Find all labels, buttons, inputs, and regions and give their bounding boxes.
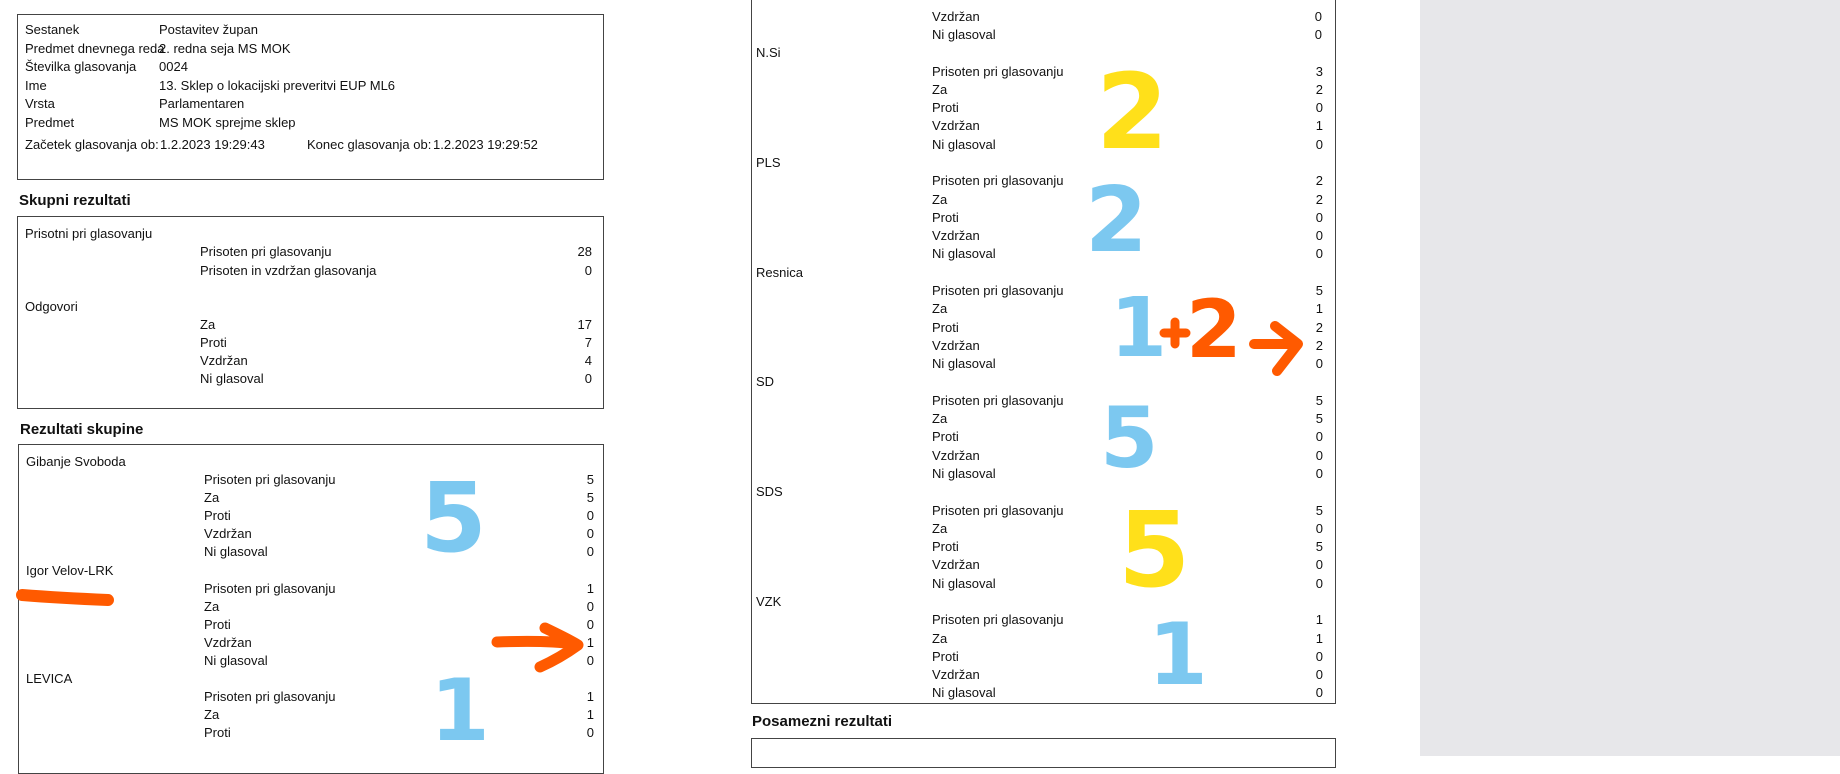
group-row-value: 2 — [1315, 191, 1323, 207]
group-name: LEVICA — [26, 671, 73, 686]
group-row-value: 0 — [1315, 685, 1323, 701]
answer-row-label: Za — [200, 317, 216, 332]
annotation-number-blue: 5 — [420, 462, 487, 574]
meeting-field-value: Postavitev župan — [159, 22, 259, 37]
group-row-value: 5 — [1315, 392, 1323, 408]
group-row-value: 0 — [1315, 228, 1323, 243]
group-row-value: 0 — [1315, 136, 1323, 152]
group-row-value: 0 — [1315, 575, 1323, 591]
group-row-label: Proti — [204, 725, 231, 741]
group-row-value: 0 — [586, 725, 594, 741]
group-row-value: 0 — [1315, 648, 1323, 664]
attendance-row-value: 28 — [577, 244, 592, 259]
orange-arrow-mark — [1254, 326, 1298, 371]
orange-plus-mark — [1164, 322, 1186, 344]
group-row-label: Prisoten pri glasovanju — [932, 502, 1064, 518]
group-row-value: 0 — [1315, 667, 1323, 682]
meeting-field-label: Sestanek — [25, 22, 80, 37]
attendance-row-label: Prisoten pri glasovanju — [200, 244, 332, 259]
meeting-field-value: MS MOK sprejme sklep — [159, 114, 296, 130]
group-row-value: 2 — [1315, 81, 1323, 97]
attendance-row-label: Prisoten in vzdržan glasovanja — [200, 263, 377, 278]
meeting-field-value: 0024 — [159, 59, 188, 74]
group-row-label: Prisoten pri glasovanju — [932, 283, 1064, 298]
group-row-label: Proti — [204, 616, 231, 632]
group-row-label: Proti — [932, 429, 959, 445]
group-row-label: Ni glasoval — [932, 465, 996, 481]
group-row-label: Ni glasoval — [204, 652, 268, 668]
group-row-value: 0 — [586, 526, 594, 542]
meeting-field-label: Ime — [25, 77, 47, 93]
group-row-label: Proti — [932, 209, 959, 225]
group-row-value: 1 — [1315, 118, 1323, 134]
group-row-label: Za — [932, 630, 948, 646]
answer-row-value: 0 — [584, 371, 592, 386]
group-row-label: Vzdržan — [932, 228, 980, 243]
group-row-label: Za — [932, 301, 948, 317]
group-row-value: 5 — [1315, 283, 1323, 298]
end-value: 1.2.2023 19:29:52 — [433, 137, 538, 152]
group-row-label: Prisoten pri glasovanju — [204, 472, 336, 487]
group-row-label: Ni glasoval — [932, 685, 996, 701]
annotation-number-yellow: 5 — [1118, 489, 1191, 611]
group-row-label: Za — [204, 598, 220, 614]
group-row-value: 0 — [1315, 447, 1323, 463]
group-row-label: Prisoten pri glasovanju — [932, 612, 1064, 628]
answers-label: Odgovori — [25, 299, 78, 314]
group-name: Gibanje Svoboda — [26, 454, 126, 469]
meeting-field-label: Številka glasovanja — [25, 59, 137, 74]
group-row-label: Vzdržan — [932, 447, 980, 463]
group-row-label: Proti — [932, 648, 959, 664]
annotation-number-blue: 5 — [1100, 389, 1159, 487]
group-row-value: 0 — [1315, 246, 1323, 262]
orange-arrow-mark — [497, 628, 578, 667]
group-row-value: 1 — [1315, 301, 1323, 317]
meeting-field-label: Predmet — [25, 114, 75, 130]
group-row-label: Prisoten pri glasovanju — [204, 689, 336, 704]
group-row-label: Vzdržan — [932, 557, 980, 573]
group-row-value: 0 — [586, 616, 594, 632]
answer-row-label: Proti — [200, 335, 227, 350]
group-row-label: Ni glasoval — [932, 27, 996, 42]
group-row-label: Ni glasoval — [932, 246, 996, 262]
group-row-value: 5 — [1315, 539, 1323, 554]
group-row-label: Za — [932, 520, 948, 536]
group-row-label: Vzdržan — [932, 667, 980, 682]
group-row-value: 0 — [1315, 209, 1323, 225]
group-name: VZK — [756, 593, 782, 609]
group-row-value: 1 — [586, 580, 594, 596]
group-row-label: Ni glasoval — [932, 356, 996, 371]
group-row-value: 0 — [1315, 429, 1323, 445]
group-name: N.Si — [756, 45, 781, 60]
group-name: PLS — [756, 154, 781, 170]
start-value: 1.2.2023 19:29:43 — [160, 137, 265, 152]
group-name: SDS — [756, 484, 783, 499]
annotation-number-yellow: 2 — [1096, 51, 1169, 173]
answer-row-value: 17 — [577, 317, 592, 332]
meeting-field-value: Parlamentaren — [159, 96, 245, 111]
group-row-label: Za — [932, 411, 948, 426]
group-row-label: Ni glasoval — [932, 136, 996, 152]
group-row-label: Proti — [932, 539, 959, 554]
answer-row-value: 4 — [584, 353, 592, 368]
group-row-label: Proti — [932, 100, 959, 115]
meeting-field-value: 2. redna seja MS MOK — [159, 40, 291, 56]
group-row-value: 0 — [586, 598, 594, 614]
annotation-number-blue: 1 — [1148, 605, 1208, 705]
group-name: Igor Velov-LRK — [26, 562, 114, 578]
group-row-value: 0 — [1315, 356, 1323, 371]
group-row-value: 1 — [1315, 630, 1323, 646]
group-row-label: Prisoten pri glasovanju — [204, 580, 336, 596]
group-row-value: 5 — [1315, 411, 1323, 426]
group-row-value: 0 — [1315, 520, 1323, 536]
group-name: Resnica — [756, 264, 803, 280]
group-row-label: Vzdržan — [204, 526, 252, 542]
group-row-value: 0 — [586, 544, 594, 560]
orange-underline-mark — [22, 595, 108, 600]
group-row-label: Prisoten pri glasovanju — [932, 392, 1064, 408]
answer-row-label: Vzdržan — [200, 353, 248, 368]
group-row-label: Vzdržan — [932, 118, 980, 134]
answer-row-label: Ni glasoval — [200, 371, 264, 386]
group-results-title: Rezultati skupine — [20, 421, 144, 438]
group-row-label: Vzdržan — [204, 634, 252, 650]
group-row-label: Prisoten pri glasovanju — [932, 173, 1064, 189]
answer-row-value: 7 — [584, 335, 592, 350]
annotation-number-blue: 2 — [1085, 168, 1148, 273]
group-row-value: 1 — [1315, 612, 1323, 628]
group-row-value: 5 — [586, 490, 594, 506]
group-row-value: 3 — [1315, 63, 1323, 79]
attendance-row-value: 0 — [584, 263, 592, 278]
group-row-value: 0 — [1315, 100, 1323, 115]
meeting-field-value: 13. Sklep o lokacijski preveritvi EUP ML6 — [159, 77, 396, 93]
group-row-label: Ni glasoval — [204, 544, 268, 560]
meeting-field-label: Predmet dnevnega reda — [25, 40, 165, 56]
group-row-label: Prisoten pri glasovanju — [932, 63, 1064, 79]
annotation-number-blue: 1 — [1110, 281, 1168, 376]
group-row-value: 0 — [586, 652, 594, 668]
group-row-value: 1 — [586, 634, 594, 650]
start-label: Začetek glasovanja ob: — [25, 137, 159, 152]
group-row-label: Vzdržan — [932, 9, 980, 24]
group-row-value: 0 — [1315, 557, 1323, 573]
group-row-value: 2 — [1315, 173, 1323, 189]
annotation-number-blue: 1 — [430, 661, 490, 761]
group-row-value: 0 — [1314, 27, 1322, 42]
group-row-label: Za — [932, 81, 948, 97]
annotation-number-orange: 2 — [1186, 283, 1242, 376]
attendance-label: Prisotni pri glasovanju — [25, 226, 153, 241]
group-row-label: Ni glasoval — [932, 575, 996, 591]
group-row-value: 0 — [586, 508, 594, 524]
meeting-field-label: Vrsta — [25, 96, 55, 111]
group-row-value: 2 — [1315, 319, 1323, 335]
group-row-value: 5 — [1315, 502, 1323, 518]
group-row-value: 2 — [1315, 337, 1323, 353]
group-row-label: Za — [932, 191, 948, 207]
group-row-label: Proti — [204, 508, 231, 524]
group-row-label: Proti — [932, 319, 959, 335]
overall-results-title: Skupni rezultati — [19, 192, 131, 209]
group-row-value: 1 — [586, 707, 594, 723]
group-row-value: 0 — [1314, 9, 1322, 24]
group-row-label: Za — [204, 490, 220, 506]
group-name: SD — [756, 374, 775, 390]
group-row-value: 5 — [586, 472, 594, 487]
group-row-label: Vzdržan — [932, 337, 980, 353]
group-row-value: 1 — [586, 689, 594, 704]
end-label: Konec glasovanja ob: — [307, 137, 432, 152]
group-row-value: 0 — [1315, 465, 1323, 481]
group-row-label: Za — [204, 707, 220, 723]
individual-results-title: Posamezni rezultati — [752, 713, 893, 730]
